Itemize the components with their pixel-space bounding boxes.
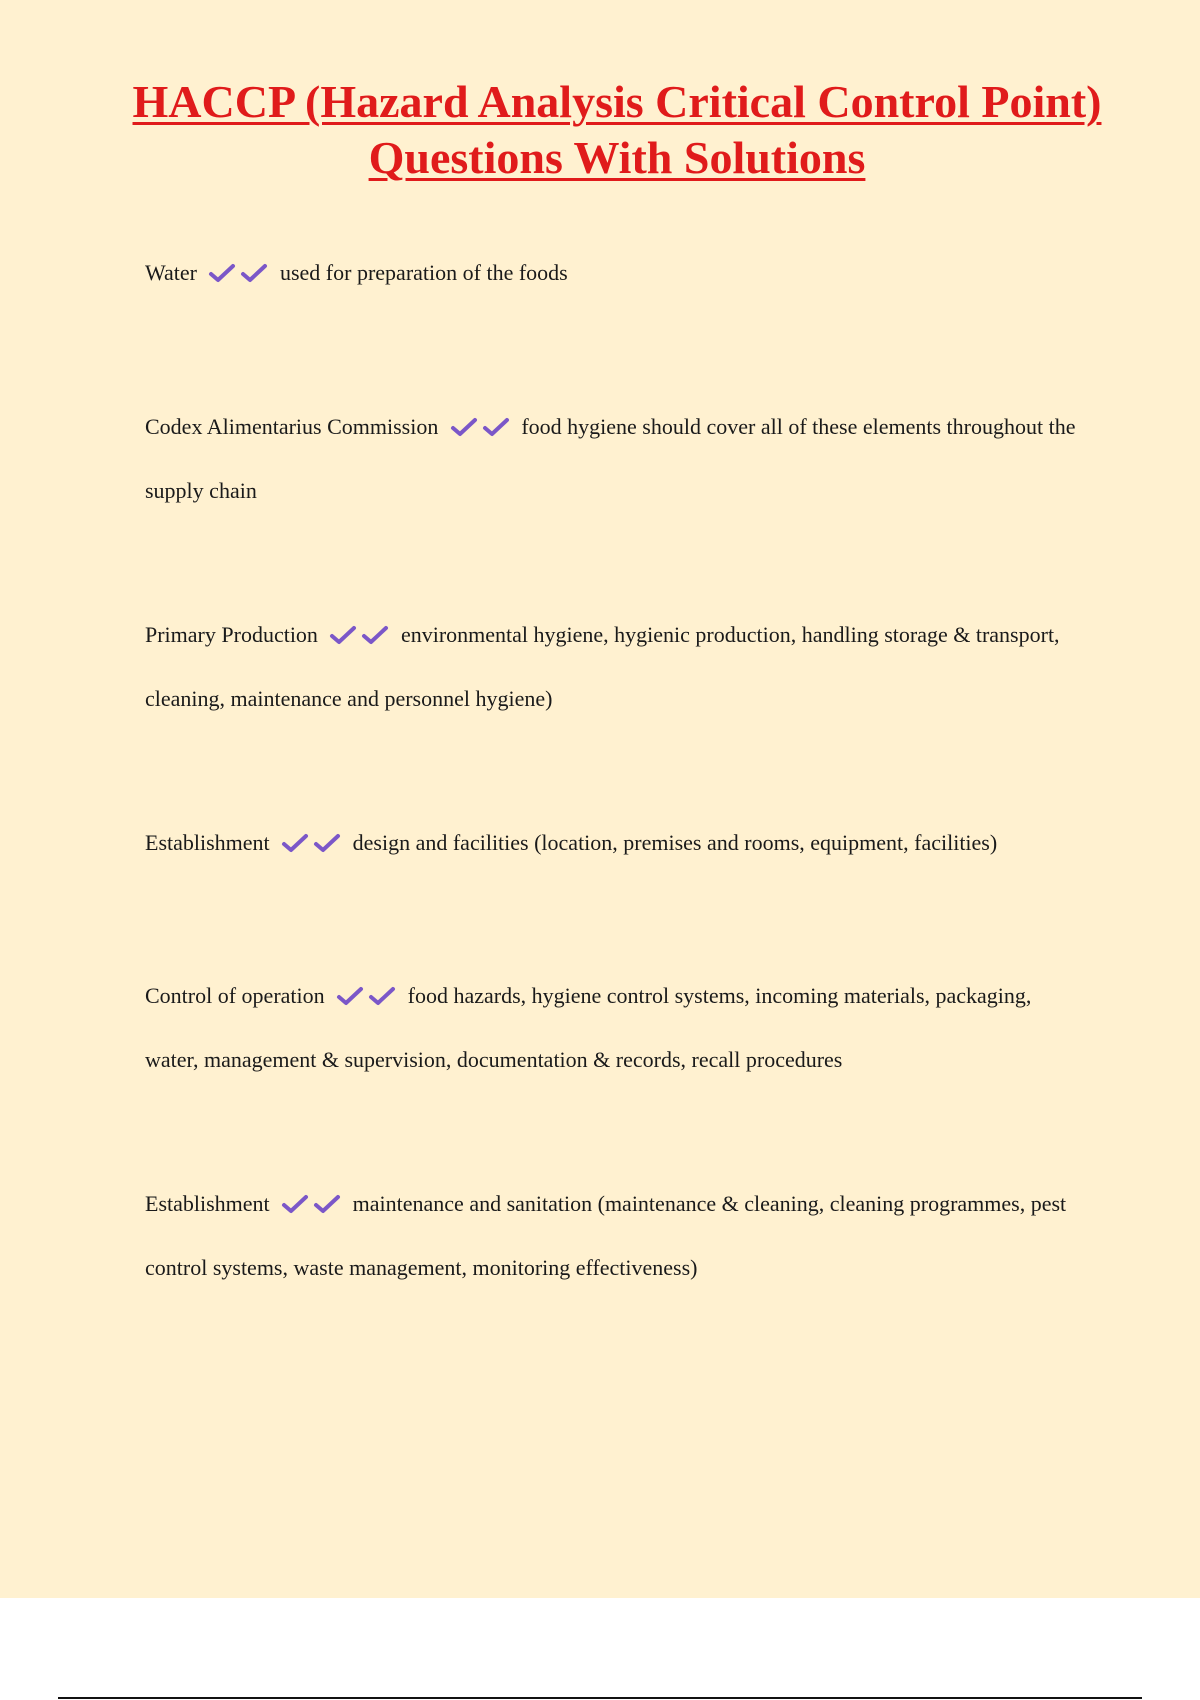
checkmark-icon — [450, 417, 478, 437]
double-checkmark-icon — [329, 607, 393, 668]
checkmark-icon — [281, 1194, 309, 1214]
qa-term: Water — [145, 260, 197, 285]
checkmark-icon — [313, 1194, 341, 1214]
checkmark-icon — [281, 833, 309, 853]
page-divider — [58, 1697, 1142, 1699]
double-checkmark-icon — [208, 245, 272, 306]
checkmark-icon — [208, 263, 236, 283]
checkmark-icon — [240, 263, 268, 283]
qa-item — [145, 1173, 1085, 1298]
qa-answer: design and facilities (location, premises and rooms, equipment, facilities) — [352, 830, 998, 855]
qa-answer: maintenance and sanitation (maintenance & cleaning, cleaning programmes, pest control systems, waste management, monitoring effectiveness) — [145, 1191, 1067, 1280]
qa-item — [145, 242, 1085, 306]
qa-answer: environmental hygiene, hygienic production, handling storage & transport, cleaning, maintenance and personnel hygiene) — [145, 622, 1060, 711]
qa-item — [145, 812, 1085, 876]
page-title: HACCP (Hazard Analysis Critical Control Point) Questions With Solutions — [132, 76, 1102, 183]
qa-item — [145, 604, 1085, 729]
double-checkmark-icon — [450, 399, 514, 460]
qa-term: Control of operation — [145, 983, 325, 1008]
checkmark-icon — [336, 986, 364, 1006]
qa-item — [145, 965, 1085, 1090]
qa-term: Primary Production — [145, 622, 318, 647]
qa-item — [145, 396, 1085, 521]
qa-term: Codex Alimentarius Commission — [145, 414, 439, 439]
qa-answer: food hygiene should cover all of these elements throughout the supply chain — [145, 414, 1076, 503]
qa-answer: used for preparation of the foods — [279, 260, 568, 285]
checkmark-icon — [482, 417, 510, 437]
double-checkmark-icon — [281, 815, 345, 876]
qa-term: Establishment — [145, 830, 270, 855]
double-checkmark-icon — [281, 1176, 345, 1237]
checkmark-icon — [329, 625, 357, 645]
qa-term: Establishment — [145, 1191, 270, 1216]
double-checkmark-icon — [336, 968, 400, 1029]
qa-answer: food hazards, hygiene control systems, incoming materials, packaging, water, management & supervision, documentation & records, recall procedures — [145, 983, 1032, 1072]
checkmark-icon — [368, 986, 396, 1006]
checkmark-icon — [313, 833, 341, 853]
checkmark-icon — [361, 625, 389, 645]
